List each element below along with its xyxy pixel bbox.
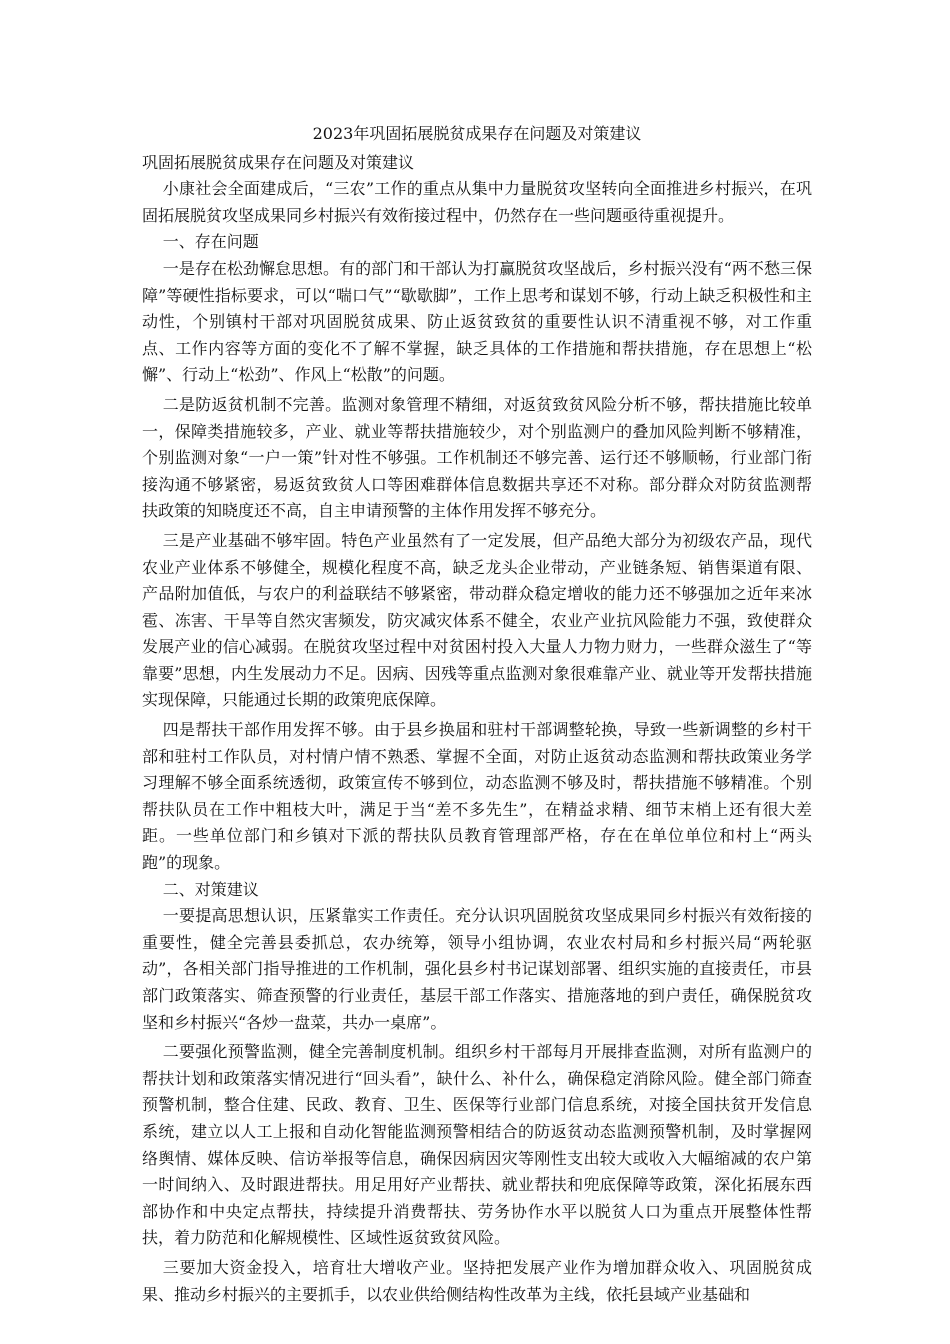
intro-paragraph: 小康社会全面建成后，“三农”工作的重点从集中力量脱贫攻坚转向全面推进乡村振兴，在巩固拓展脱贫攻坚成果同乡村振兴有效衔接过程中，仍然存在一些问题亟待重视提升。 — [142, 179, 812, 225]
document-title: 2023年巩固拓展脱贫成果存在问题及对策建议 — [312, 124, 642, 143]
suggestion-paragraph-3: 三要加大资金投入，培育壮大增收产业。坚持把发展产业作为增加群众收入、巩固脱贫成果、推动乡村振兴的主要抓手，以农业供给侧结构性改革为主线，依托县域产业基础和 — [142, 1257, 812, 1304]
problem-paragraph-2: 二是防返贫机制不完善。监测对象管理不精细，对返贫致贫风险分析不够，帮扶措施比较单一，保障类措施较多，产业、就业等帮扶措施较少，对个别监测户的叠加风险判断不够精准，个别监测对象“一户一策”针对性不够强。工作机制还不够完善、运行还不够顺畅，行业部门衔接沟通不够紧密，易返贫致贫人口等困难群体信息数据共享还不对称。部分群众对防贫监测帮扶政策的知晓度还不高，自主申请预警的主体作用发挥不够充分。 — [142, 394, 812, 521]
suggestion-paragraph-2: 二要强化预警监测，健全完善制度机制。组织乡村干部每月开展排查监测，对所有监测户的帮扶计划和政策落实情况进行“回头看”，缺什么、补什么，确保稳定消除风险。健全部门筛查预警机制，整合住建、民政、教育、卫生、医保等行业部门信息系统，对接全国扶贫开发信息系统，建立以人工上报和自动化智能监测预警相结合的防返贫动态监测预警机制，及时掌握网络舆情、媒体反映、信访举报等信息，确保因病因灾等刚性支出较大或收入大幅缩减的农户第一时间纳入、及时跟进帮扶。用足用好产业帮扶、就业帮扶和兜底保障等政策，深化拓展东西部协作和中央定点帮扶，持续提升消费帮扶、劳务协作水平以脱贫人口为重点开展整体性帮扶，着力防范和化解规模性、区域性返贫致贫风险。 — [142, 1042, 812, 1248]
suggestion-paragraph-1: 一要提高思想认识，压紧靠实工作责任。充分认识巩固脱贫攻坚成果同乡村振兴有效衔接的重要性，健全完善县委抓总，农办统筹，领导小组协调，农业农村局和乡村振兴局“两轮驱动”，各相关部门指导推进的工作机制，强化县乡村书记谋划部署、组织实施的直接责任，市县部门政策落实、筛查预警的行业责任，基层干部工作落实、措施落地的到户责任，确保脱贫攻坚和乡村振兴“各炒一盘菜，共办一桌席”。 — [142, 906, 812, 1032]
problem-paragraph-4: 四是帮扶干部作用发挥不够。由于县乡换届和驻村干部调整轮换，导致一些新调整的乡村干部和驻村工作队员，对村情户情不熟悉、掌握不全面，对防止返贫动态监测和帮扶政策业务学习理解不够全面系统透彻，政策宣传不够到位，动态监测不够及时，帮扶措施不够精准。个别帮扶队员在工作中粗枝大叶，满足于当“差不多先生”，在精益求精、细节末梢上还有很大差距。一些单位部门和乡镇对下派的帮扶队员教育管理部严格，存在在单位单位和村上“两头跑”的现象。 — [142, 720, 812, 873]
section-heading-suggestions: 二、对策建议 — [162, 879, 259, 899]
section-heading-problems: 一、存在问题 — [162, 232, 259, 252]
problem-paragraph-1: 一是存在松劲懈怠思想。有的部门和干部认为打赢脱贫攻坚战后，乡村振兴没有“两不愁三保障”等硬性指标要求，可以“喘口气”“歇歇脚”，工作上思考和谋划不够，行动上缺乏积极性和主动性，个别镇村干部对巩固脱贫成果、防止返贫致贫的重要性认识不清重视不够，对工作重点、工作内容等方面的变化不了解不掌握，缺乏具体的工作措施和帮扶措施，存在思想上“松懈”、行动上“松劲”、作风上“松散”的问题。 — [142, 258, 812, 385]
problem-paragraph-3: 三是产业基础不够牢固。特色产业虽然有了一定发展，但产品绝大部分为初级农产品，现代农业产业体系不够健全，规模化程度不高，缺乏龙头企业带动，产业链条短、销售渠道有限、产品附加值低，与农户的利益联结不够紧密，带动群众稳定增收的能力还不够强加之近年来冰雹、冻害、干旱等自然灾害频发，防灾减灾体系不健全，农业产业抗风险能力不强，致使群众发展产业的信心减弱。在脱贫攻坚过程中对贫困村投入大量人力物力财力，一些群众滋生了“等靠要”思想，内生发展动力不足。因病、因残等重点监测对象很难靠产业、就业等开发帮扶措施实现保障，只能通过长期的政策兜底保障。 — [142, 530, 812, 710]
document-subtitle: 巩固拓展脱贫成果存在问题及对策建议 — [142, 152, 415, 172]
